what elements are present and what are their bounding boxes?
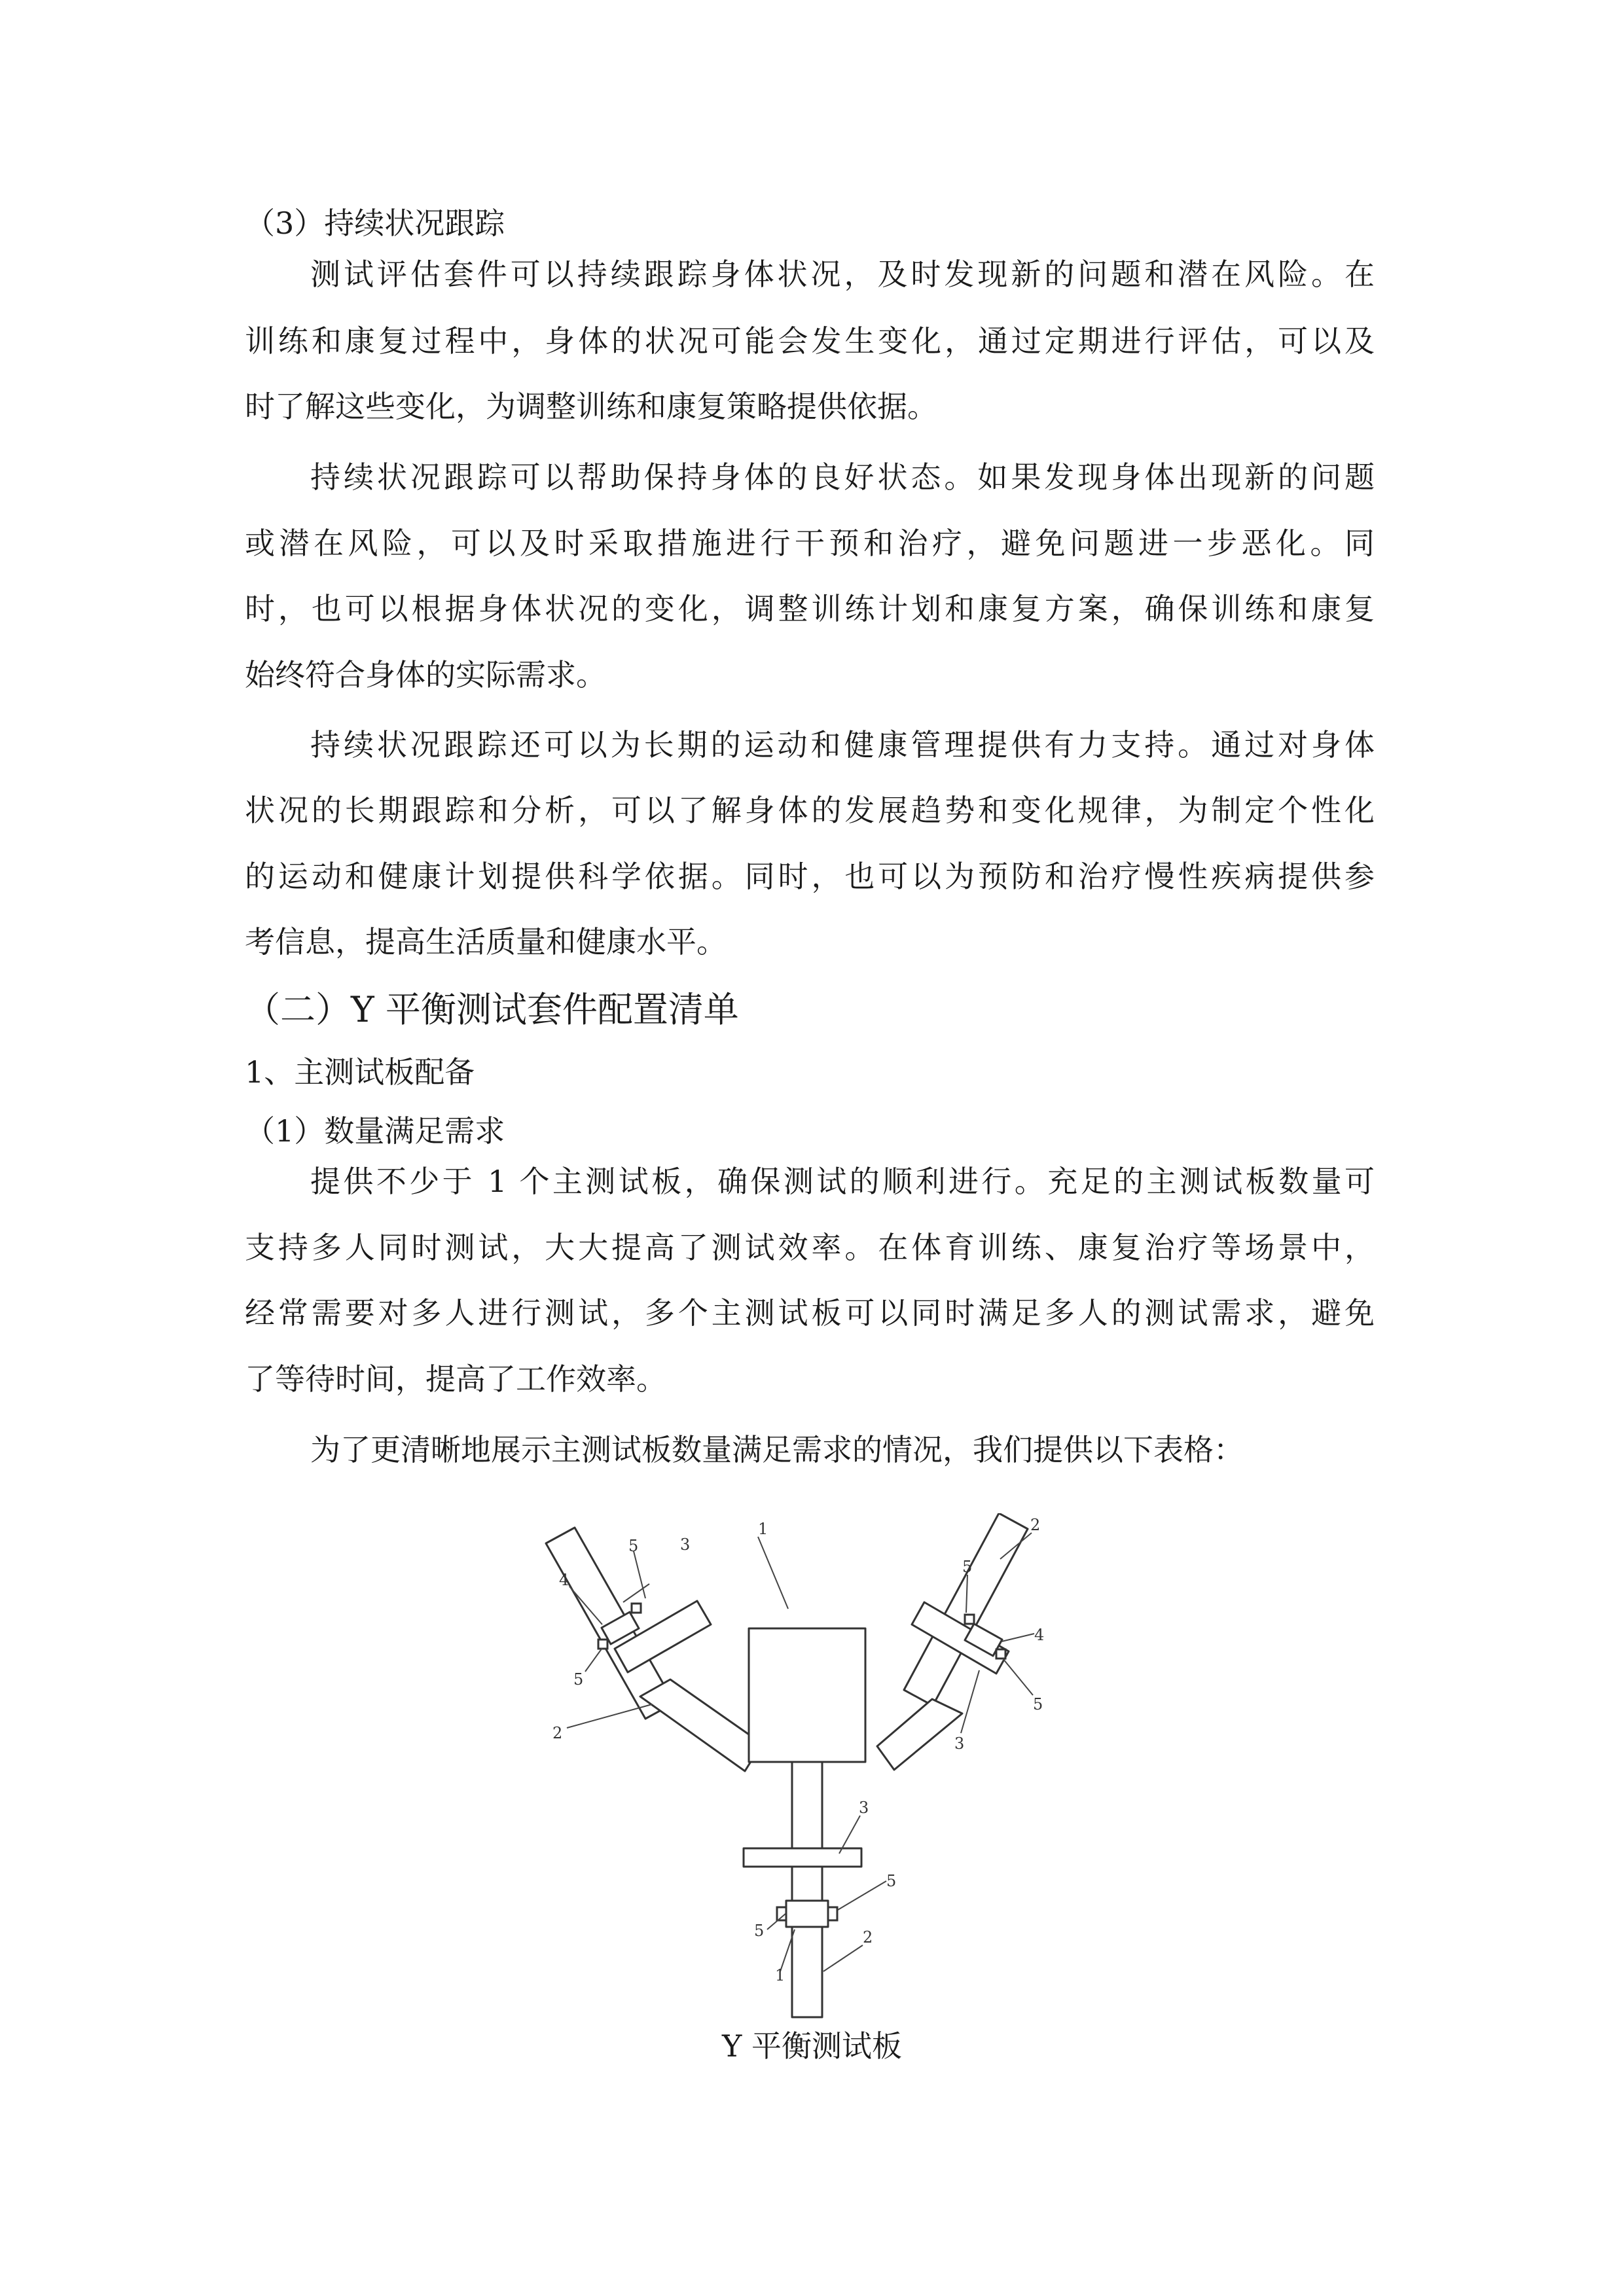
paragraph-line: 持续状况跟踪可以帮助保持身体的良好状态。如果发现身体出现新的问题 [310, 459, 1375, 495]
paragraph-line: 经常需要对多人进行测试，多个主测试板可以同时满足多人的测试需求，避免 [245, 1295, 1375, 1331]
subsection-heading: （1）数量满足需求 [245, 1113, 505, 1149]
subsection-heading: （3）持续状况跟踪 [245, 206, 505, 241]
paragraph-line: 始终符合身体的实际需求。 [245, 657, 606, 692]
label-left-plate: 3 [680, 1535, 691, 1554]
label-left-arm: 2 [552, 1724, 563, 1742]
label-right-plate: 3 [954, 1734, 965, 1753]
paragraph-line: 支持多人同时测试，大大提高了测试效率。在体育训练、康复治疗等场景中， [245, 1230, 1375, 1265]
bottom-screw-right [828, 1907, 837, 1920]
label-bottom-screw-left: 5 [754, 1922, 765, 1940]
center-box [749, 1628, 865, 1762]
right-arm [877, 1699, 965, 1770]
label-right-clamp: 4 [1034, 1626, 1045, 1644]
figure-caption: Y 平衡测试板 [722, 2028, 902, 2064]
label-right-screw-bottom: 5 [1033, 1695, 1043, 1713]
paragraph-line: 考信息，提高生活质量和健康水平。 [245, 924, 727, 960]
section-heading: （二）Y 平衡测试套件配置清单 [245, 989, 739, 1030]
bottom-plate [744, 1848, 861, 1867]
label-left-screw-bottom: 5 [573, 1670, 584, 1689]
paragraph-line: 的运动和健康计划提供科学依据。同时，也可以为预防和治疗慢性疾病提供参 [245, 859, 1375, 894]
y-balance-board-diagram [542, 1513, 1079, 2024]
label-bottom-plate: 3 [859, 1799, 869, 1817]
paragraph-line: 测试评估套件可以持续跟踪身体状况，及时发现新的问题和潜在风险。在 [310, 257, 1375, 292]
paragraph-line: 提供不少于 1 个主测试板，确保测试的顺利进行。充足的主测试板数量可 [310, 1164, 1375, 1199]
label-left-screw-top: 5 [628, 1537, 639, 1555]
left-arm [640, 1679, 762, 1771]
left-screw-top [632, 1604, 641, 1613]
right-screw-bottom [996, 1649, 1005, 1659]
label-bottom-bar: 2 [863, 1928, 873, 1946]
paragraph-line: 为了更清晰地展示主测试板数量满足需求的情况，我们提供以下表格： [310, 1432, 1244, 1467]
label-bottom-screw-right: 5 [886, 1872, 897, 1890]
label-bottom-clamp: 1 [775, 1966, 785, 1984]
left-screw-bottom [598, 1640, 607, 1649]
bottom-reach-bar [792, 1762, 822, 2017]
right-screw-top [965, 1615, 974, 1624]
paragraph-line: 训练和康复过程中，身体的状况可能会发生变化，通过定期进行评估，可以及 [245, 323, 1375, 359]
paragraph-line: 时了解这些变化，为调整训练和康复策略提供依据。 [245, 389, 937, 424]
paragraph-line: 状况的长期跟踪和分析，可以了解身体的发展趋势和变化规律，为制定个性化 [245, 793, 1375, 828]
bottom-clamp [786, 1901, 828, 1927]
paragraph-line: 了等待时间，提高了工作效率。 [245, 1361, 666, 1397]
label-right-screw-top: 5 [962, 1558, 973, 1576]
subsection-heading: 1、主测试板配备 [245, 1054, 475, 1090]
y-balance-board-figure [542, 1513, 1079, 2024]
label-left-clamp: 4 [559, 1571, 569, 1589]
paragraph-line: 时，也可以根据身体状况的变化，调整训练计划和康复方案，确保训练和康复 [245, 591, 1375, 626]
paragraph-line: 持续状况跟踪还可以为长期的运动和健康管理提供有力支持。通过对身体 [310, 727, 1375, 762]
label-right-bar: 2 [1030, 1516, 1041, 1534]
label-center-box: 1 [758, 1520, 768, 1538]
paragraph-line: 或潜在风险，可以及时采取措施进行干预和治疗，避免问题进一步恶化。同 [245, 526, 1375, 561]
